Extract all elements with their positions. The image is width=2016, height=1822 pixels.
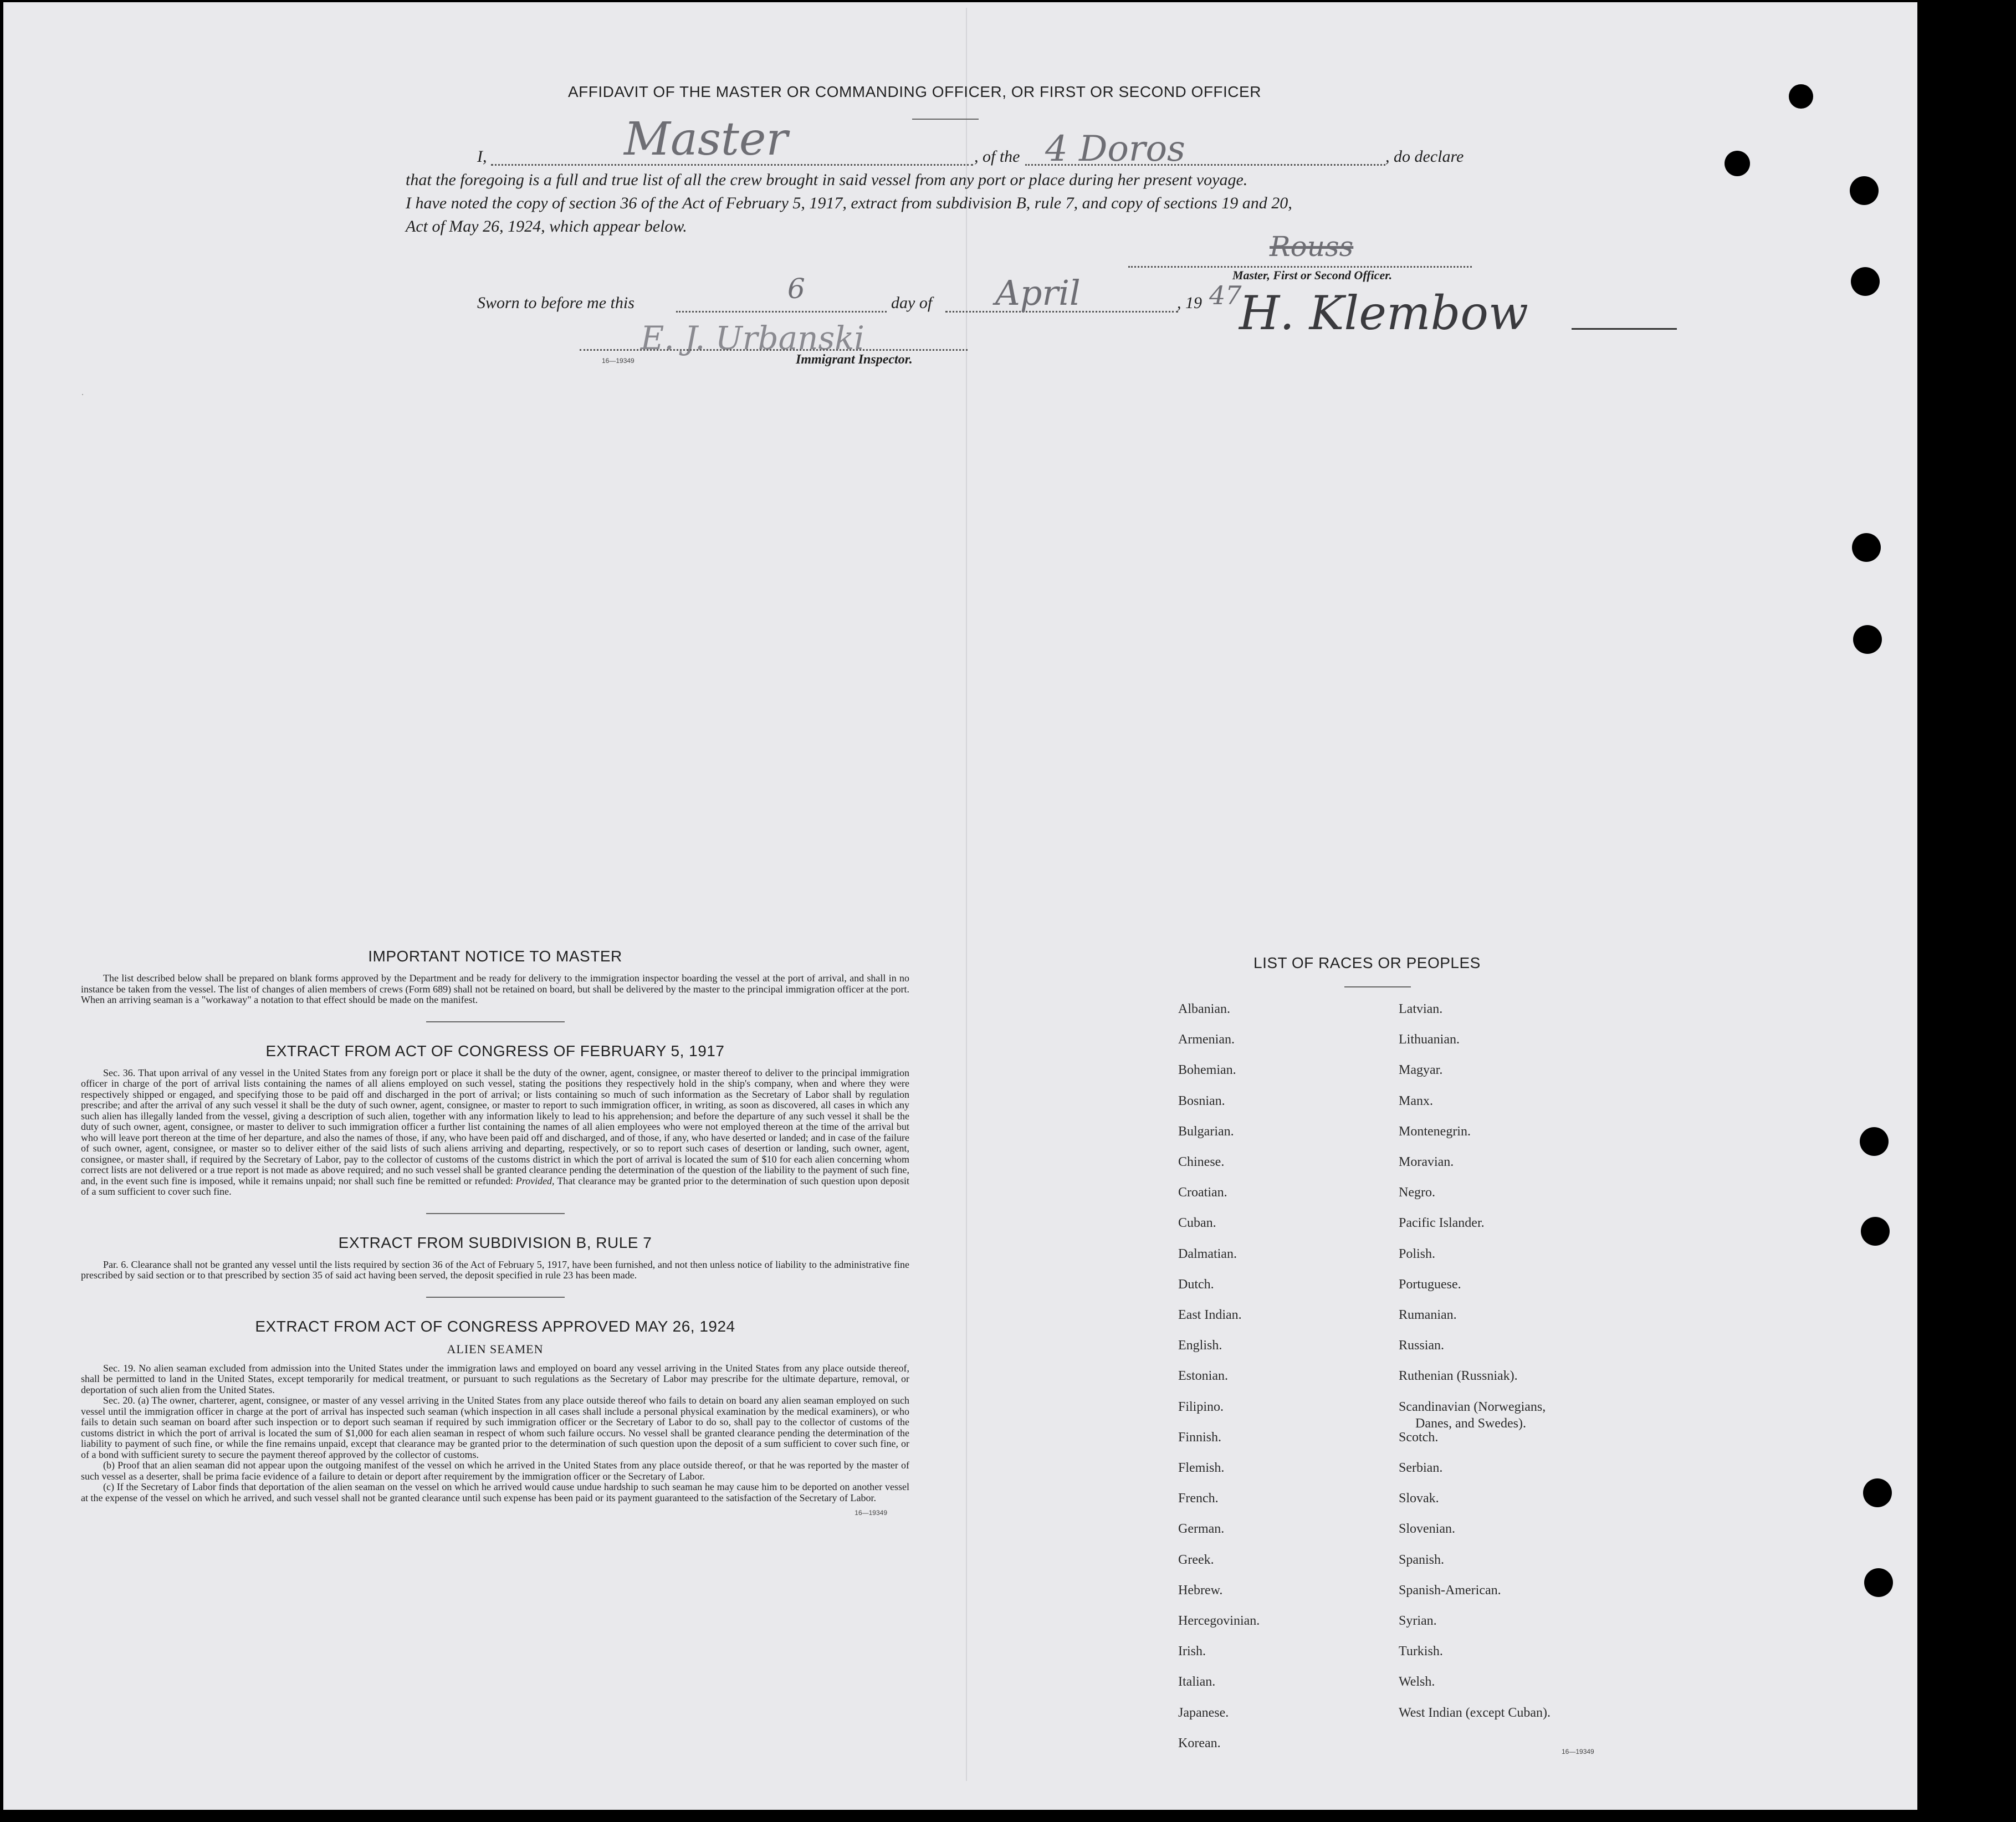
race-item: Manx.	[1399, 1093, 1433, 1108]
divider	[912, 119, 979, 120]
master-signature: H. Klembow	[1239, 286, 1528, 340]
month-handwritten: April	[995, 273, 1081, 313]
race-item: Filipino.	[1178, 1399, 1224, 1414]
punch-hole	[1850, 176, 1879, 205]
race-item: Croatian.	[1178, 1185, 1227, 1200]
signature-flourish	[1572, 328, 1677, 330]
officer-caption: Master, First or Second Officer.	[1232, 268, 1393, 282]
scan-mark: ·	[81, 389, 84, 400]
extract-1917-body	[81, 1068, 909, 1197]
race-item: Hebrew.	[1178, 1583, 1223, 1598]
race-item: Slovenian.	[1399, 1522, 1455, 1537]
race-item: Spanish.	[1399, 1552, 1445, 1567]
form-number: 16—19349	[855, 1509, 887, 1517]
race-item: Scandinavian (Norwegians,	[1399, 1399, 1546, 1414]
race-item: Dutch.	[1178, 1277, 1214, 1292]
race-item: Rumanian.	[1399, 1308, 1457, 1322]
race-item: Korean.	[1178, 1736, 1221, 1751]
race-item: French.	[1178, 1491, 1219, 1506]
punch-hole	[1853, 625, 1882, 654]
extract-1924-title: EXTRACT FROM ACT OF CONGRESS APPROVED MAY 26, 1924	[255, 1317, 735, 1335]
race-item: Polish.	[1399, 1246, 1436, 1261]
race-item: Slovak.	[1399, 1491, 1439, 1506]
affidavit-line-2: that the foregoing is a full and true list of all the crew brought in said vessel from any port or place during her present voyage.	[406, 171, 1248, 189]
race-item: English.	[1178, 1338, 1222, 1353]
page-fold	[966, 8, 967, 1781]
master-handwritten: Master	[624, 113, 788, 166]
extract-1924-subtitle: ALIEN SEAMEN	[447, 1342, 544, 1356]
extract-rule7-body: Par. 6. Clearance shall not be granted any vessel until the lists required by section 36 of the Act of February 5, 1917, have been furnished, and not then unless notice of liability to the administrative fine prescribed by said section or to that prescribed by section 35 of said act having been served, the deposit specified in rule 23 has been made.	[81, 1258, 909, 1281]
notice-column	[81, 948, 909, 1517]
punch-hole	[1864, 1568, 1893, 1597]
sec20a-body: Sec. 20. (a) The owner, charterer, agent, consignee, or master of any vessel arriving in the United States from any place outside thereof who fails to detain on board any alien seaman employed on such vessel until the immigration officer in charge at the port of arrival has inspected such seaman (which inspection in all cases shall include a personal physical examination by the medical examiners), or who fails to detain such seaman on board after such inspection or to deport such seaman if required by such immigration officer or the Secretary of Labor to do so, shall pay to the collector of customs of the customs district in which the port of arrival is located the sum of $1,000 for each alien seaman in respect of whom such failure occurs. No vessel shall be granted clearance pending the determination of the liability to payment of such fine, or while the fine remains unpaid, except that clearance may be granted prior to the determination of such question upon the deposit of a sum sufficient to cover such fine, or of a bond with sufficient surety to secure the payment thereof approved by the collector of customs.	[81, 1395, 909, 1460]
race-item: Chinese.	[1178, 1155, 1225, 1169]
divider	[1344, 986, 1411, 987]
race-item: Moravian.	[1399, 1155, 1454, 1169]
notice-body: The list described below shall be prepared on blank forms approved by the Department and be ready for delivery to the immigration inspector boarding the vessel at the port of arrival, and shall in no instance be taken from the vessel. The list of changes of alien members of crews (Form 689) shall not be retained on board, but shall be delivered by the master to the principal immigration officer at the port. When an arriving seaman is a "workaway" a notation to that effect should be made on the manifest.	[81, 973, 909, 1005]
punch-hole	[1789, 84, 1813, 109]
day-of-label: day of	[891, 294, 933, 312]
race-item: Danes, and Swedes).	[1415, 1416, 1526, 1431]
race-item: Portuguese.	[1399, 1277, 1461, 1292]
race-item: Syrian.	[1399, 1614, 1437, 1628]
divider	[426, 1021, 565, 1022]
race-item: Bulgarian.	[1178, 1124, 1234, 1139]
race-item: Cuban.	[1178, 1216, 1216, 1231]
race-item: Spanish-American.	[1399, 1583, 1501, 1598]
race-item: Dalmatian.	[1178, 1246, 1237, 1261]
vessel-handwritten: 4 Doros	[1045, 129, 1185, 170]
race-item: Japanese.	[1178, 1705, 1229, 1720]
extract-1917-text-end: That clearance may be granted prior to the determination of such question upon deposit of a sum sufficient to cover such fine.	[81, 1175, 909, 1197]
notice-title: IMPORTANT NOTICE TO MASTER	[368, 948, 622, 965]
punch-hole	[1861, 1217, 1890, 1246]
affidavit-line-4: Act of May 26, 1924, which appear below.	[406, 217, 687, 236]
race-item: Greek.	[1178, 1552, 1214, 1567]
sec20c-body: (c) If the Secretary of Labor finds that deportation of the alien seaman on the vessel on which he arrived would cause undue hardship to such seaman he may cause him to be deported on another vessel at the expense of the vessel on which he arrived, and such vessel shall not be granted clearance until such expense has been paid or its payment guaranteed to the satisfaction of the Secretary of Labor.	[81, 1481, 909, 1503]
provided-word: Provided,	[515, 1175, 555, 1186]
race-item: German.	[1178, 1522, 1225, 1537]
officer-signature-field	[1128, 266, 1472, 268]
sec20b-body: (b) Proof that an alien seaman did not appear upon the outgoing manifest of the vessel on which he arrived in the United States from any place outside thereof, or that he was reported by the master of such vessel as a deserter, shall be prima facie evidence of a failure to detain or deport after requirement by the immigration officer or the Secretary of Labor.	[81, 1460, 909, 1482]
race-item: Latvian.	[1399, 1002, 1443, 1016]
sworn-label: Sworn to before me this	[477, 294, 635, 312]
of-the-label: , of the	[974, 147, 1020, 166]
year-printed: , 19	[1177, 294, 1202, 312]
extract-1917-text: Sec. 36. That upon arrival of any vessel in the United States from any foreign port or place it shall be the duty of the owner, agent, consignee, or master thereof to deliver to the principal immigration officer in charge of the port of arrival lists containing the names of all aliens employed on such vessel, stating the positions they respectively hold in the ship's company, when and where they were respectively shipped or engaged, and specifying those to be paid off and discharged in the port of arrival; or lists containing so much of such information as the Secretary of Labor shall by regulation prescribe; and after the arrival of any such vessel it shall be the duty of such owner, agent, consignee, or master to report to such immigration officer, in writing, as soon as discovered, all cases in which any such alien has illegally landed from the vessel, giving a description of such alien, together with any information likely to lead to his apprehension; and before the departure of any such vessel it shall be the duty of such owner, agent, consignee, or master to deliver to such immigration officer a further list containing the names of all alien employees who were not employed thereon at the time of the arrival but who will leave port thereon at the time of her departure, and also the names of those, if any, who have been paid off and discharged, and of those, if any, who have deserted or landed; and in case of the failure of such owner, agent, consignee, or master so to deliver either of the said lists of such aliens arriving and departing, respectively, or so to report such cases of desertion or landing, such owner, agent, consignee, or master shall, if required by the Secretary of Labor, pay to the collector of customs of the customs district in which the port of arrival is located the sum of $10 for each alien concerning whom correct lists are not delivered or a true report is not made as above required; and no such vessel shall be granted clearance pending the determination of the question of the liability to the payment of such fine, and, in the event such fine is imposed, while it remains unpaid; nor shall such fine be remitted or refunded:	[81, 1067, 909, 1186]
race-item: Russian.	[1399, 1338, 1445, 1353]
extract-rule7-title: EXTRACT FROM SUBDIVISION B, RULE 7	[338, 1234, 652, 1251]
race-item: Welsh.	[1399, 1675, 1435, 1690]
do-declare-label: , do declare	[1385, 147, 1464, 166]
punch-hole	[1851, 267, 1880, 296]
inspector-signature: E. J. Urbanski	[641, 319, 864, 357]
race-item: Ruthenian (Russniak).	[1399, 1369, 1518, 1384]
day-handwritten: 6	[787, 273, 805, 305]
race-item: Pacific Islander.	[1399, 1216, 1485, 1231]
race-item: Lithuanian.	[1399, 1032, 1460, 1047]
divider	[426, 1297, 565, 1298]
extract-1917-title: EXTRACT FROM ACT OF CONGRESS OF FEBRUARY 5, 1917	[265, 1042, 725, 1060]
sec19-body: Sec. 19. No alien seaman excluded from admission into the United States under the immigration laws and employed on board any vessel arriving in the United States from any place outside thereof, shall be permitted to land in the United States, except temporarily for medical treatment, or pursuant to such regulations as the Secretary of Labor may prescribe for the ultimate departure, removal, or deportation of such alien from the United States.	[81, 1362, 909, 1395]
punch-hole	[1725, 151, 1750, 176]
race-item: Magyar.	[1399, 1063, 1443, 1078]
inspector-caption: Immigrant Inspector.	[796, 352, 913, 367]
race-item: Turkish.	[1399, 1644, 1443, 1659]
form-number: 16—19349	[1562, 1748, 1594, 1756]
race-item: Finnish.	[1178, 1430, 1222, 1445]
race-item: East Indian.	[1178, 1308, 1242, 1322]
race-item: Bosnian.	[1178, 1093, 1225, 1108]
struck-signature: Rouss	[1270, 231, 1354, 263]
race-item: Serbian.	[1399, 1461, 1443, 1475]
affidavit-title: AFFIDAVIT OF THE MASTER OR COMMANDING OFFICER, OR FIRST OR SECOND OFFICER	[568, 83, 1261, 100]
punch-hole	[1860, 1127, 1889, 1156]
affidavit-line-3: I have noted the copy of section 36 of the Act of February 5, 1917, extract from subdivision B, rule 7, and copy of sections 19 and 20,	[406, 194, 1292, 212]
affidavit-i: I,	[477, 147, 487, 166]
divider	[426, 1213, 565, 1214]
day-field-line	[676, 311, 887, 313]
punch-hole	[1863, 1478, 1892, 1507]
document-page	[3, 2, 1917, 1810]
race-item: Estonian.	[1178, 1369, 1228, 1384]
form-number: 16—19349	[602, 357, 635, 365]
race-item: Flemish.	[1178, 1461, 1225, 1475]
race-item: Albanian.	[1178, 1002, 1230, 1016]
race-item: Irish.	[1178, 1644, 1206, 1659]
race-item: Negro.	[1399, 1185, 1435, 1200]
race-item: Scotch.	[1399, 1430, 1439, 1445]
year-handwritten: 47	[1209, 280, 1242, 310]
punch-hole	[1852, 533, 1881, 562]
race-item: Armenian.	[1178, 1032, 1235, 1047]
race-item: Montenegrin.	[1399, 1124, 1471, 1139]
race-item: Italian.	[1178, 1675, 1216, 1690]
inspector-signature-field	[580, 349, 968, 351]
race-item: Bohemian.	[1178, 1063, 1236, 1078]
race-item: Hercegovinian.	[1178, 1614, 1260, 1628]
races-title: LIST OF RACES OR PEOPLES	[1253, 954, 1481, 971]
race-item: West Indian (except Cuban).	[1399, 1705, 1551, 1720]
